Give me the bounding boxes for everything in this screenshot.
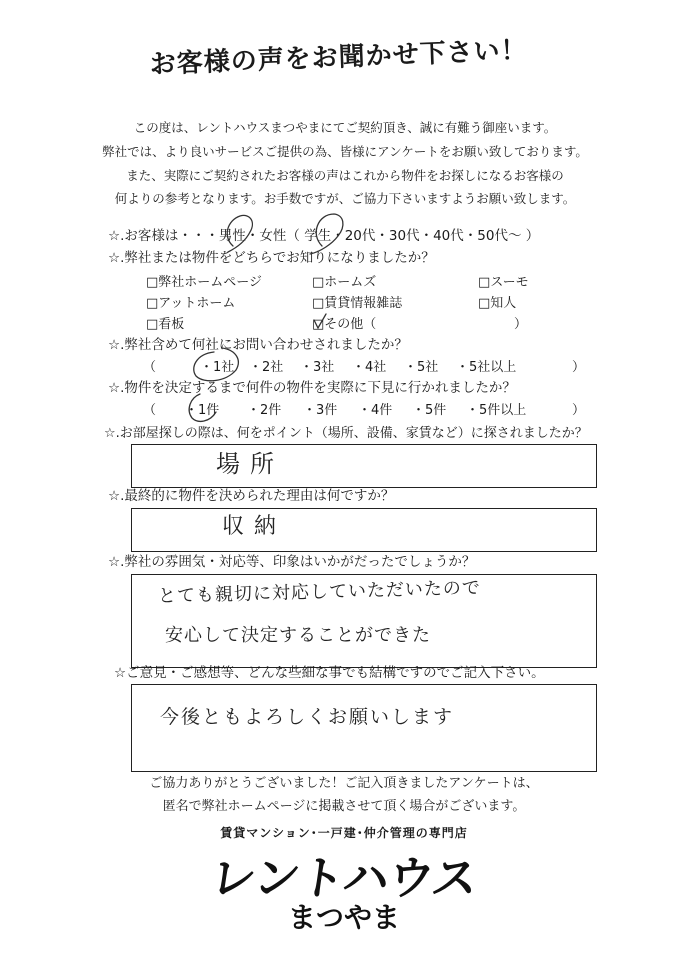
intro-line-4: 何よりの参考となります。お手数ですが、ご協力下さいますようお願い致します。 <box>114 191 576 206</box>
intro-line-2: 弊社では、より良いサービスご提供の為、皆様にアンケートをお願い致しております。 <box>102 144 588 159</box>
age-20s[interactable]: 20代 <box>344 228 376 244</box>
q3-open-paren: （ <box>143 360 157 375</box>
answer-reason: 収納 <box>222 514 287 539</box>
age-40s[interactable]: 40代 <box>433 228 464 244</box>
option-other-close: ） <box>514 317 528 332</box>
answer-impression-line-1: とても親切に対応していただいたので <box>157 577 482 607</box>
answer-impression-line-2: 安心して決定することができた <box>165 625 431 646</box>
q4-option-1[interactable]: ・1件 <box>185 403 220 418</box>
question-comments: ☆ご意見・ご感想等、どんな些細な事でも結構ですのでご記入下さい。 <box>114 665 545 681</box>
intro-line-3: また、実際にご契約されたお客様の声はこれから物件をお探しになるお客様の <box>126 168 564 183</box>
circle-mark-age <box>310 214 343 254</box>
answer-comments: 今後ともよろしくお願いします <box>160 706 455 728</box>
q1-label: ☆.お客様は・・・ <box>108 228 219 244</box>
intro-line-1: この度は、レントハウスまつやまにてご契約頂き、誠に有難う御座います。 <box>133 120 557 135</box>
footer-line-1: ご協力ありがとうございました！ご記入頂きましたアンケートは、 <box>149 776 539 791</box>
footer-line-2: 匿名で弊社ホームページに掲載させて頂く場合がございます。 <box>162 799 526 814</box>
question-impression: ☆.弊社の雰囲気・対応等、印象はいかがだったでしょうか？ <box>108 554 476 570</box>
q4-option-2[interactable]: ・2件 <box>247 403 282 418</box>
q4-option-5[interactable]: ・5件 <box>412 403 447 418</box>
circle-mark-gender <box>227 215 252 252</box>
circle-mark-companies <box>194 348 239 381</box>
question-customer: ☆.お客様は・・・男性・女性（ 学生・20代・30代・40代・50代～ ） <box>108 228 540 244</box>
q3-option-3[interactable]: ・3社 <box>300 360 335 375</box>
answer-search-point: 場所 <box>216 450 284 478</box>
q3-option-2[interactable]: ・2社 <box>249 360 284 375</box>
question-reason: ☆.最終的に物件を決められた理由は何ですか？ <box>108 488 395 504</box>
question-search-point: ☆.お部屋探しの際は、何をポイント（場所、設備、家賃など）に探されましたか？ <box>104 426 588 441</box>
option-homes[interactable]: □ホームズ <box>312 275 377 290</box>
age-50s[interactable]: 50代～ <box>477 228 522 244</box>
option-signboard[interactable]: □看板 <box>146 317 185 332</box>
gender-male[interactable]: 男性 <box>218 228 246 244</box>
age-student[interactable]: 学生 <box>304 228 332 244</box>
q4-open-paren: （ <box>143 403 157 418</box>
circle-mark-viewings <box>189 394 216 421</box>
option-other[interactable]: □その他（ <box>312 317 377 332</box>
q3-close-paren: ） <box>572 360 586 375</box>
option-company-homepage[interactable]: □弊社ホームページ <box>146 275 263 290</box>
question-source: ☆.弊社または物件をどちらでお知りになりましたか？ <box>108 250 435 266</box>
logo-name: レントハウス <box>206 851 481 905</box>
q3-option-5plus[interactable]: ・5社以上 <box>456 360 517 375</box>
option-rental-magazine[interactable]: □賃貸情報雑誌 <box>312 296 403 311</box>
q3-option-1[interactable]: ・1社 <box>200 360 235 375</box>
gender-female[interactable]: 女性 <box>259 228 287 244</box>
option-athome[interactable]: □アットホーム <box>146 296 236 311</box>
q4-option-5plus[interactable]: ・5件以上 <box>466 403 527 418</box>
question-viewings: ☆.物件を決定するまで何件の物件を実際に下見に行かれましたか？ <box>108 380 516 396</box>
page-title: お客様の声をお聞かせ下さい！ <box>149 35 529 80</box>
q4-close-paren: ） <box>572 403 586 418</box>
q3-option-5[interactable]: ・5社 <box>404 360 439 375</box>
logo-subname: まつやま <box>287 901 400 934</box>
q4-option-3[interactable]: ・3件 <box>303 403 338 418</box>
logo-tagline: 賃貸マンション･一戸建･仲介管理の専門店 <box>220 826 468 840</box>
check-mark-other <box>314 314 326 328</box>
option-suumo[interactable]: □スーモ <box>478 275 529 290</box>
question-companies: ☆.弊社含めて何社にお問い合わせされましたか？ <box>108 337 408 353</box>
age-30s[interactable]: 30代 <box>388 228 420 244</box>
q3-option-4[interactable]: ・4社 <box>352 360 387 375</box>
q4-option-4[interactable]: ・4件 <box>358 403 393 418</box>
option-acquaintance[interactable]: □知人 <box>478 296 517 311</box>
